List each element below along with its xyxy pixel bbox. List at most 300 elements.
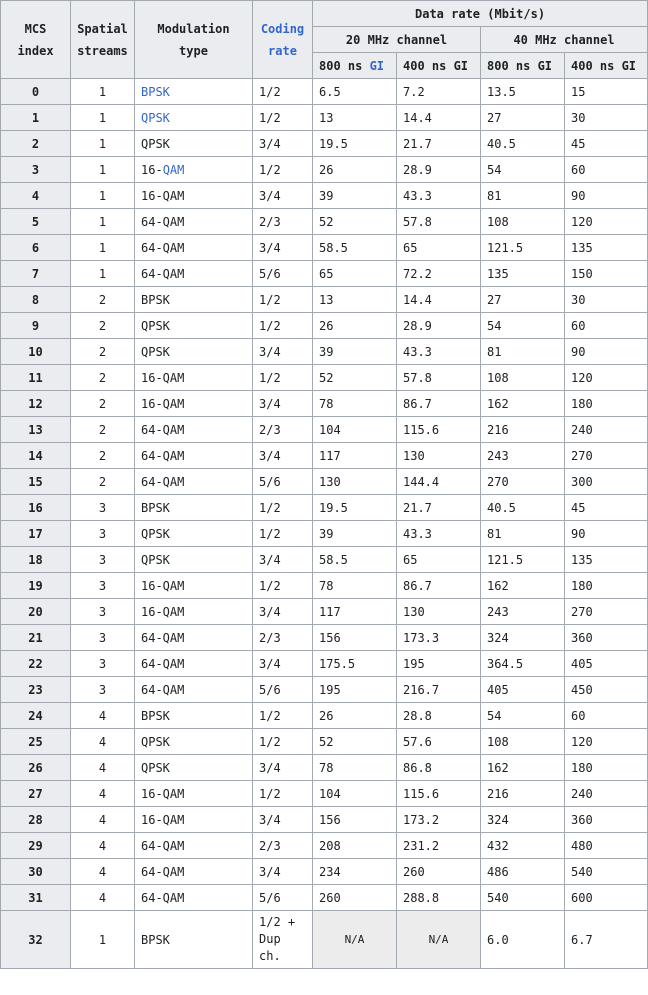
table-row [1,209,648,235]
data-rate-cell: 260 [397,859,481,885]
mcs-index-cell: 19 [1,573,71,599]
spatial-streams-cell: 2 [71,313,135,339]
table-row [1,287,648,313]
coding-rate-link[interactable]: Coding rate [260,21,305,58]
data-rate-cell: 6.7 [565,911,648,969]
coding-rate-cell: 2/3 [253,209,313,235]
data-rate-cell: 54 [481,157,565,183]
mcs-index-cell: 26 [1,755,71,781]
data-rate-cell: 43.3 [397,339,481,365]
data-rate-cell: 28.9 [397,313,481,339]
table-row [1,911,648,969]
data-rate-cell: 130 [397,599,481,625]
data-rate-cell: 364.5 [481,651,565,677]
table-row [1,365,648,391]
data-rate-cell: 65 [313,261,397,287]
data-rate-cell: 86.7 [397,391,481,417]
mcs-index-cell: 32 [1,911,71,969]
data-rate-cell: 450 [565,677,648,703]
data-rate-cell: 57.8 [397,209,481,235]
data-rate-cell: 13 [313,287,397,313]
modulation-cell[interactable]: QPSK [135,105,253,131]
data-rate-cell: 7.2 [397,79,481,105]
spatial-streams-cell: 4 [71,859,135,885]
coding-rate-cell: 3/4 [253,443,313,469]
data-rate-cell: 6.5 [313,79,397,105]
data-rate-cell: 115.6 [397,781,481,807]
mcs-index-cell: 13 [1,417,71,443]
data-rate-cell: 216 [481,417,565,443]
table-row [1,443,648,469]
modulation-cell[interactable]: BPSK [135,79,253,105]
coding-rate-cell: 5/6 [253,677,313,703]
table-row [1,859,648,885]
mcs-index-cell: 22 [1,651,71,677]
data-rate-cell: 324 [481,807,565,833]
coding-rate-cell: 3/4 [253,391,313,417]
data-rate-cell: 40.5 [481,495,565,521]
data-rate-cell: 52 [313,365,397,391]
gi-text: GI [453,58,469,73]
data-rate-cell: 81 [481,183,565,209]
coding-rate-cell: 3/4 [253,183,313,209]
table-row [1,807,648,833]
modulation-cell: 64-QAM [135,209,253,235]
data-rate-cell: 288.8 [397,885,481,911]
data-rate-cell: 121.5 [481,235,565,261]
data-rate-cell: 175.5 [313,651,397,677]
data-rate-cell: 45 [565,131,648,157]
coding-rate-cell: 3/4 [253,131,313,157]
table-row [1,235,648,261]
gi-text: GI [621,58,637,73]
data-rate-cell: 39 [313,521,397,547]
data-rate-cell: 72.2 [397,261,481,287]
modulation-cell: 64-QAM [135,859,253,885]
data-rate-cell: 234 [313,859,397,885]
spatial-streams-cell: 1 [71,209,135,235]
data-rate-cell: 52 [313,209,397,235]
mcs-index-cell: 15 [1,469,71,495]
mcs-index-cell: 3 [1,157,71,183]
data-rate-cell: 360 [565,625,648,651]
table-row [1,261,648,287]
modulation-cell: 64-QAM [135,677,253,703]
data-rate-cell: 60 [565,157,648,183]
mcs-index-cell: 9 [1,313,71,339]
coding-rate-cell: 1/2 [253,105,313,131]
spatial-streams-cell: 1 [71,261,135,287]
data-rate-cell: 21.7 [397,131,481,157]
data-rate-cell: 60 [565,313,648,339]
mcs-index-cell: 12 [1,391,71,417]
data-rate-cell: 432 [481,833,565,859]
mcs-index-cell: 24 [1,703,71,729]
data-rate-cell: 30 [565,287,648,313]
data-rate-cell: 28.8 [397,703,481,729]
coding-rate-cell: 1/2 + Dup ch. [253,911,313,969]
mcs-index-cell: 8 [1,287,71,313]
spatial-streams-cell: 3 [71,651,135,677]
header-gi-col: 800 ns GI [481,53,565,79]
data-rate-cell: 21.7 [397,495,481,521]
table-row [1,833,648,859]
header-gi-col: 800 ns GI [313,53,397,79]
data-rate-cell: 156 [313,807,397,833]
mcs-index-cell: 18 [1,547,71,573]
data-rate-cell: 120 [565,729,648,755]
data-rate-cell: 27 [481,287,565,313]
table-row [1,573,648,599]
coding-rate-cell: 3/4 [253,547,313,573]
mcs-index-cell: 1 [1,105,71,131]
modulation-cell: 16-QAM [135,365,253,391]
spatial-streams-cell: 1 [71,105,135,131]
coding-rate-cell: 3/4 [253,755,313,781]
coding-rate-cell: 1/2 [253,287,313,313]
modulation-cell: 64-QAM [135,261,253,287]
modulation-cell: BPSK [135,495,253,521]
data-rate-cell: 130 [313,469,397,495]
modulation-cell: 64-QAM [135,469,253,495]
data-rate-cell: 180 [565,573,648,599]
data-rate-cell: 14.4 [397,105,481,131]
table-row [1,417,648,443]
data-rate-cell: 65 [397,235,481,261]
data-rate-cell: 405 [481,677,565,703]
data-rate-cell: 57.8 [397,365,481,391]
coding-rate-cell: 3/4 [253,339,313,365]
data-rate-cell: 26 [313,313,397,339]
data-rate-cell: 144.4 [397,469,481,495]
data-rate-cell: 65 [397,547,481,573]
modulation-cell: 64-QAM [135,625,253,651]
data-rate-cell: 26 [313,157,397,183]
data-rate-cell: 13.5 [481,79,565,105]
data-rate-cell: 19.5 [313,495,397,521]
mcs-index-cell: 2 [1,131,71,157]
data-rate-cell: 78 [313,573,397,599]
data-rate-cell: 15 [565,79,648,105]
data-rate-cell: 600 [565,885,648,911]
data-rate-cell: 162 [481,755,565,781]
coding-rate-cell: 1/2 [253,521,313,547]
spatial-streams-cell: 3 [71,573,135,599]
table-row [1,781,648,807]
modulation-cell: QPSK [135,755,253,781]
data-rate-cell: 405 [565,651,648,677]
spatial-streams-cell: 2 [71,287,135,313]
modulation-cell: 16-QAM [135,807,253,833]
data-rate-cell: 180 [565,391,648,417]
spatial-streams-cell: 1 [71,235,135,261]
spatial-streams-cell: 1 [71,79,135,105]
table-row [1,625,648,651]
data-rate-cell: 243 [481,443,565,469]
data-rate-cell: 173.2 [397,807,481,833]
spatial-streams-cell: 4 [71,729,135,755]
data-rate-cell: 19.5 [313,131,397,157]
spatial-streams-cell: 1 [71,183,135,209]
table-row [1,885,648,911]
coding-rate-cell: 3/4 [253,859,313,885]
mcs-index-cell: 6 [1,235,71,261]
table-row [1,79,648,105]
coding-rate-cell: 2/3 [253,417,313,443]
table-row [1,651,648,677]
modulation-cell: 64-QAM [135,443,253,469]
data-rate-cell: N/A [313,911,397,969]
data-rate-cell: 81 [481,339,565,365]
spatial-streams-cell: 3 [71,521,135,547]
modulation-cell: 64-QAM [135,651,253,677]
spatial-streams-cell: 1 [71,911,135,969]
data-rate-cell: 6.0 [481,911,565,969]
data-rate-cell: 86.7 [397,573,481,599]
data-rate-cell: 28.9 [397,157,481,183]
data-rate-cell: 90 [565,521,648,547]
mcs-index-cell: 21 [1,625,71,651]
coding-rate-cell: 1/2 [253,703,313,729]
data-rate-cell: 216 [481,781,565,807]
mcs-index-cell: 14 [1,443,71,469]
data-rate-cell: 270 [481,469,565,495]
table-row [1,339,648,365]
modulation-cell: 16-QAM [135,599,253,625]
spatial-streams-cell: 4 [71,781,135,807]
coding-rate-cell: 5/6 [253,885,313,911]
table-row [1,677,648,703]
coding-rate-cell: 3/4 [253,807,313,833]
data-rate-cell: 54 [481,703,565,729]
qam-link[interactable]: QAM [162,162,185,177]
modulation-cell: QPSK [135,339,253,365]
data-rate-cell: 243 [481,599,565,625]
data-rate-cell: 43.3 [397,521,481,547]
modulation-cell: 16-QAM [135,183,253,209]
data-rate-cell: 480 [565,833,648,859]
data-rate-cell: 360 [565,807,648,833]
mcs-index-cell: 28 [1,807,71,833]
data-rate-cell: 30 [565,105,648,131]
modulation-cell: QPSK [135,547,253,573]
table-row [1,703,648,729]
data-rate-cell: N/A [397,911,481,969]
header-data-rate: Data rate (Mbit/s) [313,1,648,27]
modulation-cell: QPSK [135,313,253,339]
coding-rate-cell: 2/3 [253,833,313,859]
data-rate-cell: 43.3 [397,183,481,209]
data-rate-cell: 208 [313,833,397,859]
modulation-cell: 64-QAM [135,885,253,911]
table-row [1,547,648,573]
modulation-cell: 16-QAM [135,781,253,807]
table-row [1,131,648,157]
data-rate-cell: 195 [397,651,481,677]
spatial-streams-cell: 3 [71,599,135,625]
data-rate-cell: 45 [565,495,648,521]
data-rate-cell: 58.5 [313,547,397,573]
data-rate-cell: 90 [565,339,648,365]
data-rate-cell: 270 [565,443,648,469]
data-rate-cell: 14.4 [397,287,481,313]
coding-rate-cell: 1/2 [253,729,313,755]
table-row [1,391,648,417]
mcs-index-cell: 16 [1,495,71,521]
data-rate-cell: 81 [481,521,565,547]
data-rate-cell: 231.2 [397,833,481,859]
modulation-cell: 64-QAM [135,833,253,859]
modulation-cell: 64-QAM [135,417,253,443]
data-rate-cell: 117 [313,443,397,469]
header-modulation-type: Modulation type [135,1,253,79]
data-rate-cell: 173.3 [397,625,481,651]
spatial-streams-cell: 2 [71,417,135,443]
data-rate-cell: 58.5 [313,235,397,261]
mcs-index-cell: 31 [1,885,71,911]
spatial-streams-cell: 4 [71,885,135,911]
data-rate-cell: 60 [565,703,648,729]
spatial-streams-cell: 2 [71,339,135,365]
data-rate-cell: 27 [481,105,565,131]
data-rate-cell: 115.6 [397,417,481,443]
mcs-index-cell: 23 [1,677,71,703]
spatial-streams-cell: 2 [71,469,135,495]
spatial-streams-cell: 2 [71,391,135,417]
data-rate-cell: 104 [313,781,397,807]
modulation-cell: BPSK [135,287,253,313]
table-row [1,469,648,495]
spatial-streams-cell: 2 [71,443,135,469]
mcs-index-cell: 0 [1,79,71,105]
mcs-index-cell: 5 [1,209,71,235]
coding-rate-cell: 1/2 [253,781,313,807]
modulation-cell: 64-QAM [135,235,253,261]
data-rate-cell: 240 [565,781,648,807]
table-row [1,313,648,339]
spatial-streams-cell: 2 [71,365,135,391]
data-rate-cell: 216.7 [397,677,481,703]
data-rate-cell: 26 [313,703,397,729]
data-rate-cell: 240 [565,417,648,443]
gi-text: GI [537,58,553,73]
data-rate-cell: 180 [565,755,648,781]
coding-rate-cell: 5/6 [253,261,313,287]
mcs-index-cell: 7 [1,261,71,287]
mcs-index-cell: 25 [1,729,71,755]
mcs-index-cell: 17 [1,521,71,547]
table-row [1,755,648,781]
header-40mhz-channel: 40 MHz channel [481,27,648,53]
table-row [1,157,648,183]
data-rate-cell: 78 [313,755,397,781]
spatial-streams-cell: 3 [71,625,135,651]
header-20mhz-channel: 20 MHz channel [313,27,481,53]
data-rate-cell: 130 [397,443,481,469]
data-rate-cell: 324 [481,625,565,651]
table-row [1,599,648,625]
mcs-index-cell: 10 [1,339,71,365]
modulation-cell: BPSK [135,911,253,969]
data-rate-cell: 120 [565,209,648,235]
data-rate-cell: 135 [481,261,565,287]
coding-rate-cell: 3/4 [253,651,313,677]
data-rate-cell: 540 [565,859,648,885]
data-rate-cell: 78 [313,391,397,417]
coding-rate-cell: 1/2 [253,495,313,521]
modulation-cell: 16-QAM [135,391,253,417]
modulation-cell: 16-QAM [135,573,253,599]
header-gi-col: 400 ns GI [397,53,481,79]
data-rate-cell: 540 [481,885,565,911]
spatial-streams-cell: 3 [71,547,135,573]
data-rate-cell: 156 [313,625,397,651]
coding-rate-cell: 3/4 [253,235,313,261]
data-rate-cell: 486 [481,859,565,885]
spatial-streams-cell: 3 [71,677,135,703]
data-rate-cell: 162 [481,573,565,599]
table-row [1,105,648,131]
mcs-index-cell: 30 [1,859,71,885]
table-body [1,79,648,969]
data-rate-cell: 300 [565,469,648,495]
data-rate-cell: 39 [313,183,397,209]
data-rate-cell: 270 [565,599,648,625]
mcs-index-cell: 11 [1,365,71,391]
header-coding-rate[interactable] [253,1,313,79]
coding-rate-cell: 3/4 [253,599,313,625]
data-rate-cell: 260 [313,885,397,911]
header-mcs-index: MCS index [1,1,71,79]
modulation-cell: QPSK [135,521,253,547]
gi-link[interactable]: GI [369,58,385,73]
header-gi-col: 400 ns GI [565,53,648,79]
spatial-streams-cell: 4 [71,833,135,859]
data-rate-cell: 135 [565,547,648,573]
spatial-streams-cell: 4 [71,703,135,729]
coding-rate-cell: 1/2 [253,157,313,183]
coding-rate-cell: 1/2 [253,79,313,105]
data-rate-cell: 121.5 [481,547,565,573]
data-rate-cell: 39 [313,339,397,365]
mcs-index-cell: 27 [1,781,71,807]
data-rate-cell: 52 [313,729,397,755]
table-row [1,521,648,547]
coding-rate-cell: 1/2 [253,313,313,339]
coding-rate-cell: 2/3 [253,625,313,651]
mcs-index-cell: 4 [1,183,71,209]
data-rate-cell: 13 [313,105,397,131]
data-rate-cell: 150 [565,261,648,287]
modulation-cell: QPSK [135,729,253,755]
modulation-cell: QPSK [135,131,253,157]
table-row [1,729,648,755]
spatial-streams-cell: 1 [71,131,135,157]
data-rate-cell: 104 [313,417,397,443]
data-rate-cell: 162 [481,391,565,417]
mcs-index-cell: 20 [1,599,71,625]
data-rate-cell: 86.8 [397,755,481,781]
coding-rate-cell: 1/2 [253,573,313,599]
modulation-cell: 16-QAM [135,157,253,183]
header-spatial-streams: Spatial streams [71,1,135,79]
coding-rate-cell: 1/2 [253,365,313,391]
spatial-streams-cell: 3 [71,495,135,521]
data-rate-cell: 40.5 [481,131,565,157]
data-rate-cell: 90 [565,183,648,209]
data-rate-cell: 135 [565,235,648,261]
table-row [1,495,648,521]
